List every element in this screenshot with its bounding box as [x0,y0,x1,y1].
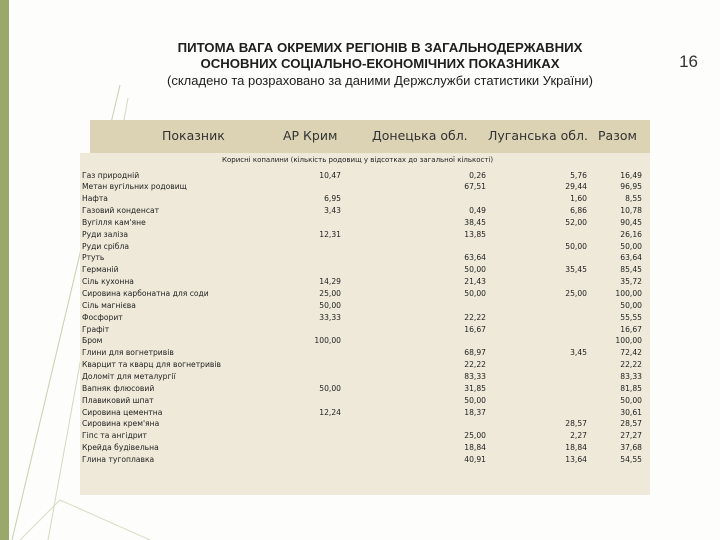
table-row [82,383,648,395]
row-label: Глини для вогнетривів [82,348,174,358]
row-label: Германій [82,265,119,275]
title-line-1: ПИТОМА ВАГА ОКРЕМИХ РЕГІОНІВ В ЗАГАЛЬНОДЕРЖАВНИХ [177,40,583,55]
value-total: 16,67 [620,324,642,334]
table-row [82,217,648,229]
value-crimea: 50,00 [319,300,341,310]
value-donetsk: 50,00 [464,395,486,405]
value-crimea: 50,00 [319,383,341,393]
value-crimea: 12,31 [319,229,341,239]
value-crimea: 10,47 [319,170,341,180]
value-total: 28,57 [620,419,642,429]
value-donetsk: 50,00 [464,265,486,275]
value-crimea: 3,43 [324,206,341,216]
value-total: 8,55 [625,194,642,204]
row-label: Сіль кухонна [82,277,134,287]
table-row [82,359,648,371]
table-row [82,170,648,182]
value-total: 83,33 [620,371,642,381]
value-total: 54,55 [620,454,642,464]
value-donetsk: 13,85 [464,229,486,239]
value-crimea: 100,00 [314,336,341,346]
row-label: Доломіт для металургії [82,371,176,381]
value-luhansk: 52,00 [565,217,587,227]
value-donetsk: 25,00 [464,431,486,441]
value-luhansk: 3,45 [570,348,587,358]
row-label: Газовий конденсат [82,206,160,216]
value-donetsk: 22,22 [464,360,486,370]
value-donetsk: 63,64 [464,253,486,263]
table-row [82,347,648,359]
row-label: Крейда будівельна [82,443,159,453]
value-total: 55,55 [620,312,642,322]
table-row [82,371,648,383]
table-row [82,430,648,442]
header-donetsk: Донецька обл. [372,128,468,143]
header-crimea: АР Крим [283,128,338,143]
table-row [82,288,648,300]
value-donetsk: 38,45 [464,217,486,227]
page-title [130,40,630,72]
table-row [82,395,648,407]
value-luhansk: 2,27 [570,431,587,441]
row-label: Ртуть [82,253,105,263]
value-luhansk: 50,00 [565,241,587,251]
value-donetsk: 68,97 [464,348,486,358]
value-crimea: 25,00 [319,289,341,298]
value-total: 27,27 [620,431,642,441]
value-crimea: 12,24 [319,407,341,417]
value-luhansk: 28,57 [565,419,587,429]
row-label: Руди срібла [82,241,129,251]
row-label: Графіт [82,324,110,334]
row-label: Сіль магнієва [82,300,136,310]
value-donetsk: 22,22 [464,312,486,322]
value-crimea: 6,95 [324,194,341,204]
value-donetsk: 31,85 [464,383,486,393]
header-total: Разом [598,128,637,143]
table-row [82,241,648,253]
value-total: 96,95 [620,182,642,192]
value-luhansk: 5,76 [570,170,587,180]
value-total: 35,72 [620,277,642,287]
table-row [82,205,648,217]
title-line-2: ОСНОВНИХ СОЦІАЛЬНО-ЕКОНОМІЧНИХ ПОКАЗНИКАХ [200,56,560,71]
value-total: 50,00 [620,300,642,310]
value-total: 30,61 [620,407,642,417]
row-label: Бром [82,336,103,346]
row-label: Вугілля кам'яне [82,217,146,227]
row-label: Метан вугільних родовищ [82,182,187,192]
row-label: Сировина карбонатна для соди [82,289,209,298]
row-label: Кварцит та кварц для вогнетривів [82,360,221,370]
value-donetsk: 40,91 [464,454,486,464]
page-subtitle: (складено та розраховано за даними Держслужби статистики України) [167,73,593,88]
table-header [90,120,650,153]
value-crimea: 33,33 [319,312,341,322]
value-donetsk: 0,26 [469,170,486,180]
table-row [82,300,648,312]
value-luhansk: 29,44 [565,182,587,192]
header-luhansk: Луганська обл. [488,128,588,143]
value-total: 22,22 [620,360,642,370]
value-luhansk: 25,00 [565,289,587,298]
table-row [82,454,648,466]
table-row [82,229,648,241]
table-row [82,418,648,430]
page-number: 16 [679,52,698,71]
row-label: Нафта [82,194,108,204]
row-label: Сировина крем'яна [82,419,160,429]
value-total: 37,68 [620,443,642,453]
value-donetsk: 18,37 [464,407,486,417]
table-row [82,442,648,454]
table-note: Корисні копалини (кількість родовищ у відсотках до загальної кількості) [222,156,494,164]
value-donetsk: 83,33 [464,371,486,381]
value-total: 50,00 [620,395,642,405]
row-label: Плавиковий шпат [82,395,154,405]
value-luhansk: 13,64 [565,454,587,464]
value-total: 50,00 [620,241,642,251]
table-row [82,252,648,264]
value-luhansk: 18,84 [565,443,587,453]
value-total: 63,64 [620,253,642,263]
value-total: 100,00 [615,336,642,346]
value-total: 90,45 [620,217,642,227]
table-row [82,193,648,205]
value-donetsk: 21,43 [464,277,486,287]
value-luhansk: 35,45 [565,265,587,275]
value-total: 100,00 [615,289,642,298]
row-label: Гіпс та ангідрит [82,431,147,441]
value-total: 10,78 [620,206,642,216]
table-row [82,276,648,288]
value-donetsk: 18,84 [464,443,486,453]
table-row [82,407,648,419]
value-total: 26,16 [620,229,642,239]
value-donetsk: 50,00 [464,289,486,298]
row-label: Газ природній [82,170,140,180]
row-label: Сировина цементна [82,407,163,417]
value-total: 81,85 [620,383,642,393]
row-label: Руди заліза [82,229,129,239]
value-donetsk: 67,51 [464,182,486,192]
value-donetsk: 0,49 [469,206,486,216]
value-total: 85,45 [620,265,642,275]
row-label: Глина тугоплавка [82,454,155,464]
table-row [82,324,648,336]
row-label: Вапняк флюсовий [82,383,155,393]
table-row [82,312,648,324]
value-total: 72,42 [620,348,642,358]
header-indicator: Показник [162,128,225,143]
table-row [82,264,648,276]
value-crimea: 14,29 [319,277,341,287]
value-total: 16,49 [620,170,642,180]
value-luhansk: 1,60 [570,194,587,204]
value-luhansk: 6,86 [570,206,587,216]
value-donetsk: 16,67 [464,324,486,334]
table-row [82,335,648,347]
table-row [82,181,648,193]
row-label: Фосфорит [82,312,123,322]
